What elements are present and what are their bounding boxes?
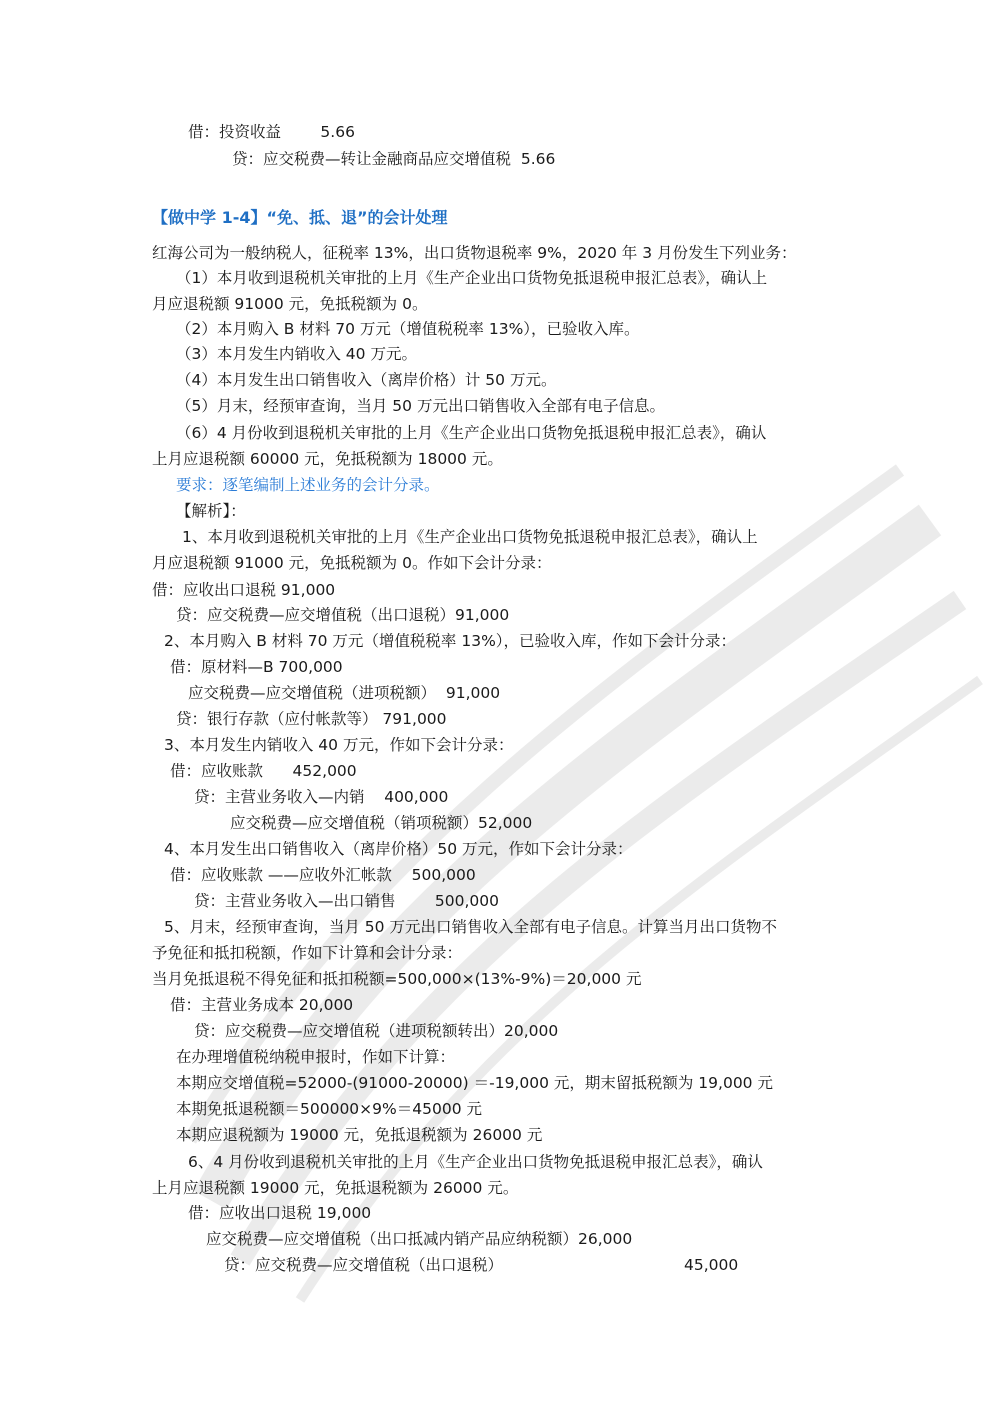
text-line: （5）月末，经预审查询，当月 50 万元出口销售收入全部有电子信息。 bbox=[176, 397, 665, 415]
text-line: （6）4 月份收到退税机关审批的上月《生产企业出口货物免抵退税申报汇总表》，确认 bbox=[176, 424, 767, 442]
text-line: （2）本月购入 B 材料 70 万元（增值税税率 13%），已验收入库。 bbox=[176, 320, 640, 338]
text-line: 上月应退税额 19000 元，免抵退税额为 26000 元。 bbox=[152, 1179, 519, 1197]
text-line: 上月应退税额 60000 元，免抵税额为 18000 元。 bbox=[152, 450, 503, 468]
text-line: 红海公司为一般纳税人，征税率 13%，出口货物退税率 9%，2020 年 3 月份发生下列业务： bbox=[152, 244, 797, 262]
text-line: 贷：应交税费—应交增值税（进项税额转出）20,000 bbox=[194, 1022, 559, 1040]
text-line: 借：投资收益 5.66 bbox=[188, 123, 355, 141]
text-line: （1）本月收到退税机关审批的上月《生产企业出口货物免抵退税申报汇总表》，确认上 bbox=[176, 269, 768, 287]
text-line: 借：主营业务成本 20,000 bbox=[170, 996, 354, 1014]
text-line: 借：原材料—B 700,000 bbox=[170, 658, 343, 676]
text-line: 月应退税额 91000 元，免抵税额为 0。作如下会计分录： bbox=[152, 554, 552, 572]
text-line: 1、本月收到退税机关审批的上月《生产企业出口货物免抵退税申报汇总表》，确认上 bbox=[182, 528, 758, 546]
text-line: 借：应收账款 ——应收外汇帐款 500,000 bbox=[170, 866, 476, 884]
section-heading: 【做中学 1-4】“免、抵、退”的会计处理 bbox=[152, 208, 448, 227]
text-line: （3）本月发生内销收入 40 万元。 bbox=[176, 345, 417, 363]
text-line: 贷：应交税费—应交增值税（出口退税）91,000 bbox=[176, 606, 510, 624]
text-line: 当月免抵退税不得免征和抵扣税额=500,000×(13%-9%)＝20,000 元 bbox=[152, 970, 642, 988]
text-line: （4）本月发生出口销售收入（离岸价格）计 50 万元。 bbox=[176, 371, 557, 389]
text-line: 月应退税额 91000 元，免抵税额为 0。 bbox=[152, 295, 428, 313]
text-line: 借：应收账款 452,000 bbox=[170, 762, 357, 780]
text-line: 2、本月购入 B 材料 70 万元（增值税税率 13%），已验收入库，作如下会计分录： bbox=[164, 632, 737, 650]
text-line: 予免征和抵扣税额，作如下计算和会计分录： bbox=[152, 944, 463, 962]
text-line: 本期免抵退税额＝500000×9%＝45000 元 bbox=[176, 1100, 482, 1118]
text-line: 应交税费—应交增值税（进项税额） 91,000 bbox=[188, 684, 501, 702]
text-line: 借：应收出口退税 19,000 bbox=[188, 1204, 372, 1222]
text-line: 5、月末，经预审查询，当月 50 万元出口销售收入全部有电子信息。计算当月出口货物不 bbox=[164, 918, 777, 936]
text-line: 本期应交增值税=52000-(91000-20000) ＝-19,000 元，期末留抵税额为 19,000 元 bbox=[176, 1074, 773, 1092]
amount-value: 45,000 bbox=[684, 1256, 739, 1274]
text-line: 贷：应交税费—转让金融商品应交增值税 5.66 bbox=[232, 150, 556, 168]
requirement-line: 要求：逐笔编制上述业务的会计分录。 bbox=[176, 476, 440, 494]
text-line: 贷：主营业务收入—内销 400,000 bbox=[194, 788, 449, 806]
text-line: 贷：主营业务收入—出口销售 500,000 bbox=[194, 892, 500, 910]
text-line: 应交税费—应交增值税（销项税额）52,000 bbox=[230, 814, 533, 832]
text-line: 贷：银行存款（应付帐款等） 791,000 bbox=[176, 710, 447, 728]
text-line: 借：应收出口退税 91,000 bbox=[152, 581, 336, 599]
text-line: 本期应退税额为 19000 元，免抵退税额为 26000 元 bbox=[176, 1126, 543, 1144]
text-line: 6、4 月份收到退税机关审批的上月《生产企业出口货物免抵退税申报汇总表》，确认 bbox=[188, 1153, 763, 1171]
text-line: 在办理增值税纳税申报时，作如下计算： bbox=[176, 1048, 456, 1066]
text-line: 贷：应交税费—应交增值税（出口退税） bbox=[224, 1256, 504, 1274]
text-line: 3、本月发生内销收入 40 万元，作如下会计分录： bbox=[164, 736, 514, 754]
text-line: 应交税费—应交增值税（出口抵减内销产品应纳税额）26,000 bbox=[206, 1230, 633, 1248]
text-line: 4、本月发生出口销售收入（离岸价格）50 万元，作如下会计分录： bbox=[164, 840, 633, 858]
analysis-label: 【解析】： bbox=[176, 502, 246, 520]
